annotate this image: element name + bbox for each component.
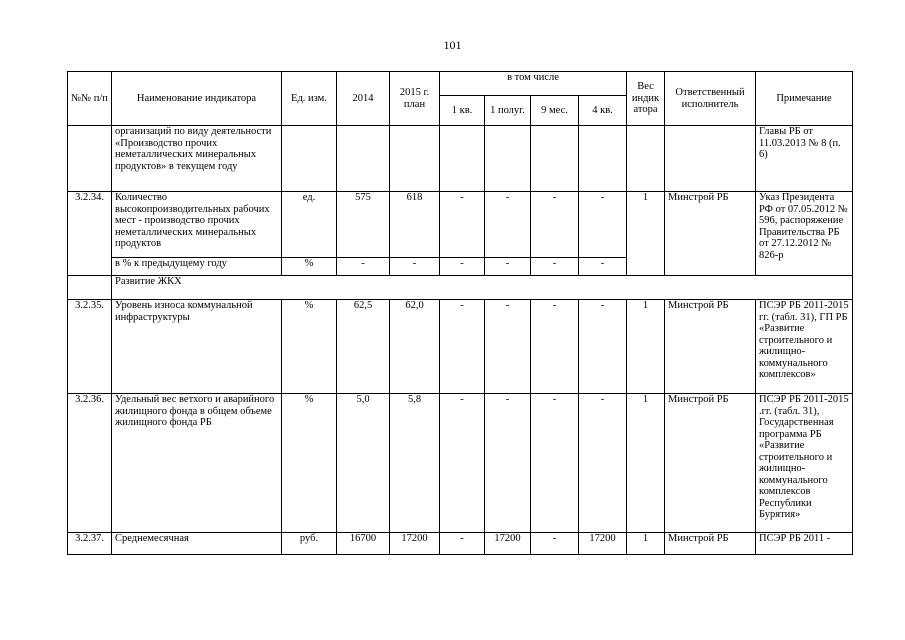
- table-row: [68, 394, 853, 533]
- cell-h1: -: [485, 192, 531, 258]
- cell-num: 3.2.34.: [68, 192, 112, 276]
- header-q4: 4 кв.: [579, 96, 627, 126]
- cell-q4: -: [579, 192, 627, 258]
- cell-2015: 618: [390, 192, 440, 258]
- cell-q4: 17200: [579, 533, 627, 555]
- cell-note: ПСЭР РБ 2011-2015 .гг. (табл. 31), Государственная программа РБ «Развитие строительного и жилищно-коммунального комплексов Республики Бурятия»: [756, 394, 853, 533]
- cell-name: Количество высокопроизводительных рабочих мест - производство прочих неметаллических минеральных продуктов: [112, 192, 282, 258]
- cell-h1: 17200: [485, 533, 531, 555]
- cell-2014: 16700: [337, 533, 390, 555]
- cell-name: организаций по виду деятельности «Производство прочих неметаллических минеральных продуктов» в текущем году: [112, 126, 282, 192]
- header-9m: 9 мес.: [531, 96, 579, 126]
- header-weight: Вес индик атора: [627, 72, 665, 126]
- cell-weight: 1: [627, 394, 665, 533]
- cell-q1: -: [440, 192, 485, 258]
- indicators-table: [67, 71, 853, 555]
- header-num: №№ п/п: [68, 72, 112, 126]
- cell-q4: -: [579, 300, 627, 394]
- cell-2015: 62,0: [390, 300, 440, 394]
- cell-name: Удельный вес ветхого и аварийного жилищного фонда в общем объеме жилищного фонда РБ: [112, 394, 282, 533]
- cell-9m: -: [531, 394, 579, 533]
- cell-2014: 575: [337, 192, 390, 258]
- cell-note: ПСЭР РБ 2011 -: [756, 533, 853, 555]
- section-row: [68, 276, 853, 300]
- cell-responsible: Минстрой РБ: [665, 192, 756, 276]
- cell-9m: -: [531, 533, 579, 555]
- table-row: [68, 533, 853, 555]
- header-including: в том числе: [440, 72, 627, 96]
- header-name: Наименование индикатора: [112, 72, 282, 126]
- cell-weight: 1: [627, 533, 665, 555]
- cell-9m: -: [531, 192, 579, 258]
- cell-responsible: Минстрой РБ: [665, 300, 756, 394]
- cell-2014: 62,5: [337, 300, 390, 394]
- cell-q4: -: [579, 258, 627, 276]
- cell-2014: -: [337, 258, 390, 276]
- cell-9m: -: [531, 258, 579, 276]
- cell-note: Указ Президента РФ от 07.05.2012 № 596, распоряжение Правительства РБ от 27.12.2012 № 826-р: [756, 192, 853, 276]
- cell-2015: 5,8: [390, 394, 440, 533]
- cell-q1: -: [440, 394, 485, 533]
- cell-2014: 5,0: [337, 394, 390, 533]
- cell-q1: -: [440, 533, 485, 555]
- cell-num: 3.2.35.: [68, 300, 112, 394]
- header-note: Примечание: [756, 72, 853, 126]
- cell-note: Главы РБ от 11.03.2013 № 8 (п. 6): [756, 126, 853, 192]
- cell-unit: %: [282, 300, 337, 394]
- cell-num: 3.2.36.: [68, 394, 112, 533]
- cell-2015: -: [390, 258, 440, 276]
- cell-name: в % к предыдущему году: [112, 258, 282, 276]
- cell-name: Среднемесячная: [112, 533, 282, 555]
- cell-num: [68, 126, 112, 192]
- cell-unit: ед.: [282, 192, 337, 258]
- cell-9m: -: [531, 300, 579, 394]
- cell-unit: руб.: [282, 533, 337, 555]
- page-number: 101: [443, 38, 462, 52]
- cell-weight: 1: [627, 300, 665, 394]
- table-row: [68, 192, 853, 258]
- cell-h1: -: [485, 258, 531, 276]
- cell-unit: %: [282, 394, 337, 533]
- cell-name: Уровень износа коммунальной инфраструктуры: [112, 300, 282, 394]
- cell-responsible: Минстрой РБ: [665, 394, 756, 533]
- cell-2015: 17200: [390, 533, 440, 555]
- cell-h1: -: [485, 394, 531, 533]
- cell-q1: -: [440, 258, 485, 276]
- header-h1: 1 полуг.: [485, 96, 531, 126]
- cell-unit: %: [282, 258, 337, 276]
- header-unit: Ед. изм.: [282, 72, 337, 126]
- cell-h1: -: [485, 300, 531, 394]
- header-q1: 1 кв.: [440, 96, 485, 126]
- cell-responsible: Минстрой РБ: [665, 533, 756, 555]
- header-2015: 2015 г. план: [390, 72, 440, 126]
- cell-num: 3.2.37.: [68, 533, 112, 555]
- cell-weight: 1: [627, 192, 665, 276]
- table-row: [68, 300, 853, 394]
- cell-q4: -: [579, 394, 627, 533]
- header-2014: 2014: [337, 72, 390, 126]
- section-title: Развитие ЖКХ: [112, 276, 853, 300]
- header-responsible: Ответственный исполнитель: [665, 72, 756, 126]
- cell-note: ПСЭР РБ 2011-2015 гг. (табл. 31), ГП РБ «Развитие строительного и жилищно-коммунального комплексов»: [756, 300, 853, 394]
- table-row: [68, 126, 853, 192]
- cell-q1: -: [440, 300, 485, 394]
